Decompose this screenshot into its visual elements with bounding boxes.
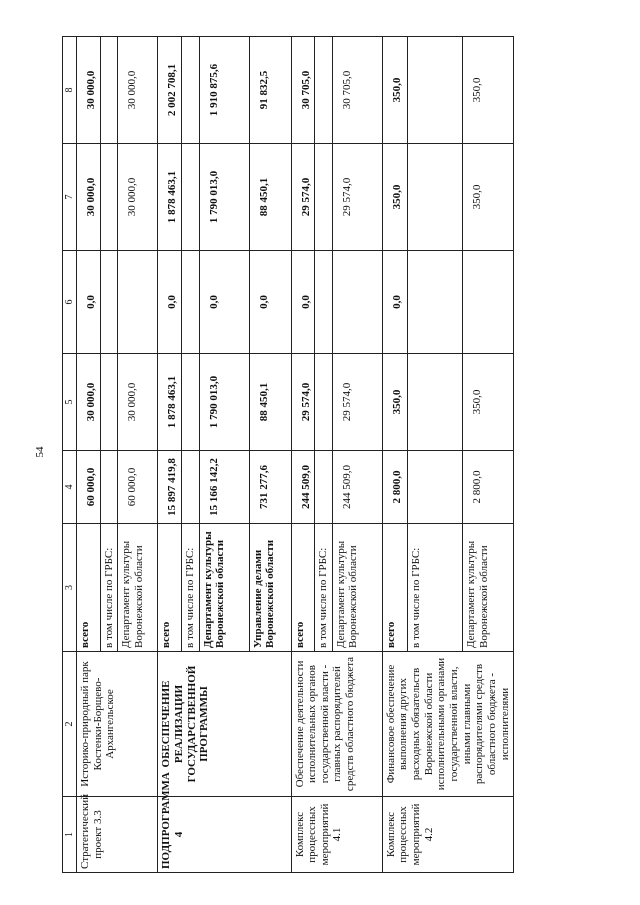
value-cell: 30 705,0 <box>291 37 315 144</box>
value-cell: 1 790 013,0 <box>199 144 249 251</box>
value-cell <box>407 354 462 451</box>
table-row <box>158 37 182 873</box>
value-cell: 2 800,0 <box>463 451 514 524</box>
value-cell: 29 574,0 <box>291 144 315 251</box>
value-cell <box>100 354 118 451</box>
funding-source: Департамент культуры Воронежской области <box>118 524 158 652</box>
value-cell: 29 574,0 <box>291 354 315 451</box>
block-code: ПОДПРОГРАММА 4 <box>158 797 291 873</box>
value-cell <box>181 37 199 144</box>
value-cell: 244 509,0 <box>291 451 315 524</box>
funding-source: всего <box>158 524 182 652</box>
funding-source: всего <box>291 524 315 652</box>
value-cell: 350,0 <box>463 354 514 451</box>
value-cell: 350,0 <box>382 37 407 144</box>
value-cell: 88 450,1 <box>249 354 291 451</box>
table-row <box>77 37 101 873</box>
value-cell: 91 832,5 <box>249 37 291 144</box>
value-cell <box>315 144 333 251</box>
value-cell: 731 277,6 <box>249 451 291 524</box>
value-cell <box>332 251 382 354</box>
value-cell: 0,0 <box>77 251 101 354</box>
value-cell: 15 897 419,8 <box>158 451 182 524</box>
value-cell: 350,0 <box>463 144 514 251</box>
value-cell <box>407 144 462 251</box>
value-cell <box>181 251 199 354</box>
header-cell: 7 <box>63 144 77 251</box>
value-cell: 15 166 142,2 <box>199 451 249 524</box>
page-number: 54 <box>34 446 46 458</box>
value-cell: 30 000,0 <box>118 354 158 451</box>
funding-source: в том числе по ГРБС: <box>100 524 118 652</box>
value-cell: 350,0 <box>382 144 407 251</box>
value-cell <box>181 144 199 251</box>
header-cell: 2 <box>63 652 77 797</box>
block-name: ОБЕСПЕЧЕНИЕ РЕАЛИЗАЦИИ ГОСУДАРСТВЕННОЙ ПРОГРАММЫ <box>158 652 291 797</box>
value-cell <box>118 251 158 354</box>
funding-source: в том числе по ГРБС: <box>315 524 333 652</box>
value-cell: 1 910 875,6 <box>199 37 249 144</box>
header-row <box>63 37 77 873</box>
funding-source: всего <box>77 524 101 652</box>
header-cell: 6 <box>63 251 77 354</box>
value-cell <box>463 251 514 354</box>
value-cell: 244 509,0 <box>332 451 382 524</box>
value-cell <box>315 37 333 144</box>
value-cell: 30 000,0 <box>77 144 101 251</box>
funding-source: Департамент культуры Воронежской области <box>199 524 249 652</box>
value-cell: 1 878 463,1 <box>158 354 182 451</box>
value-cell: 88 450,1 <box>249 144 291 251</box>
funding-source: Департамент культуры Воронежской области <box>463 524 514 652</box>
value-cell <box>407 451 462 524</box>
header-cell: 8 <box>63 37 77 144</box>
budget-table <box>62 36 514 873</box>
value-cell: 1 790 013,0 <box>199 354 249 451</box>
value-cell: 30 000,0 <box>77 37 101 144</box>
value-cell: 30 000,0 <box>118 144 158 251</box>
value-cell: 0,0 <box>382 251 407 354</box>
block-name: Финансовое обеспечение выполнения других расходных обязательств Воронежской области исполнительными органами государственной власти, иными главными распорядителями средств областного бюджета - исполнителями <box>382 652 513 797</box>
value-cell <box>100 251 118 354</box>
value-cell: 0,0 <box>249 251 291 354</box>
block-name: Обеспечение деятельности исполнительных органов государственной власти - главных распорядителей средств областного бюджета <box>291 652 382 797</box>
funding-source: Управление делами Воронежской области <box>249 524 291 652</box>
value-cell: 30 000,0 <box>77 354 101 451</box>
value-cell <box>407 37 462 144</box>
header-cell: 1 <box>63 797 77 873</box>
value-cell: 60 000,0 <box>118 451 158 524</box>
value-cell <box>100 451 118 524</box>
value-cell: 350,0 <box>382 354 407 451</box>
value-cell <box>181 354 199 451</box>
value-cell: 0,0 <box>199 251 249 354</box>
value-cell: 30 000,0 <box>118 37 158 144</box>
value-cell: 2 800,0 <box>382 451 407 524</box>
value-cell <box>100 144 118 251</box>
value-cell <box>315 354 333 451</box>
value-cell: 350,0 <box>463 37 514 144</box>
value-cell: 60 000,0 <box>77 451 101 524</box>
block-code: Стратегический проект 3.3 <box>77 797 158 873</box>
block-code: Комплекс процессных мероприятий 4.2 <box>382 797 513 873</box>
value-cell: 30 705,0 <box>332 37 382 144</box>
value-cell: 1 878 463,1 <box>158 144 182 251</box>
value-cell: 29 574,0 <box>332 354 382 451</box>
funding-source: в том числе по ГРБС: <box>181 524 199 652</box>
funding-source: Департамент культуры Воронежской области <box>332 524 382 652</box>
funding-source: всего <box>382 524 407 652</box>
block-name: Историко-природный парк Костенки-Борщево-Архангельское <box>77 652 158 797</box>
block-code: Комплекс процессных мероприятий 4.1 <box>291 797 382 873</box>
value-cell: 0,0 <box>291 251 315 354</box>
value-cell: 2 002 708,1 <box>158 37 182 144</box>
table-row <box>382 37 407 873</box>
value-cell <box>181 451 199 524</box>
rotated-content <box>62 37 511 873</box>
value-cell: 0,0 <box>158 251 182 354</box>
rotated-page <box>62 37 511 873</box>
value-cell <box>315 451 333 524</box>
value-cell: 29 574,0 <box>332 144 382 251</box>
funding-source: в том числе по ГРБС: <box>407 524 462 652</box>
header-cell: 5 <box>63 354 77 451</box>
value-cell <box>407 251 462 354</box>
header-cell: 4 <box>63 451 77 524</box>
header-cell: 3 <box>63 524 77 652</box>
value-cell <box>100 37 118 144</box>
value-cell <box>315 251 333 354</box>
table-row <box>291 37 315 873</box>
